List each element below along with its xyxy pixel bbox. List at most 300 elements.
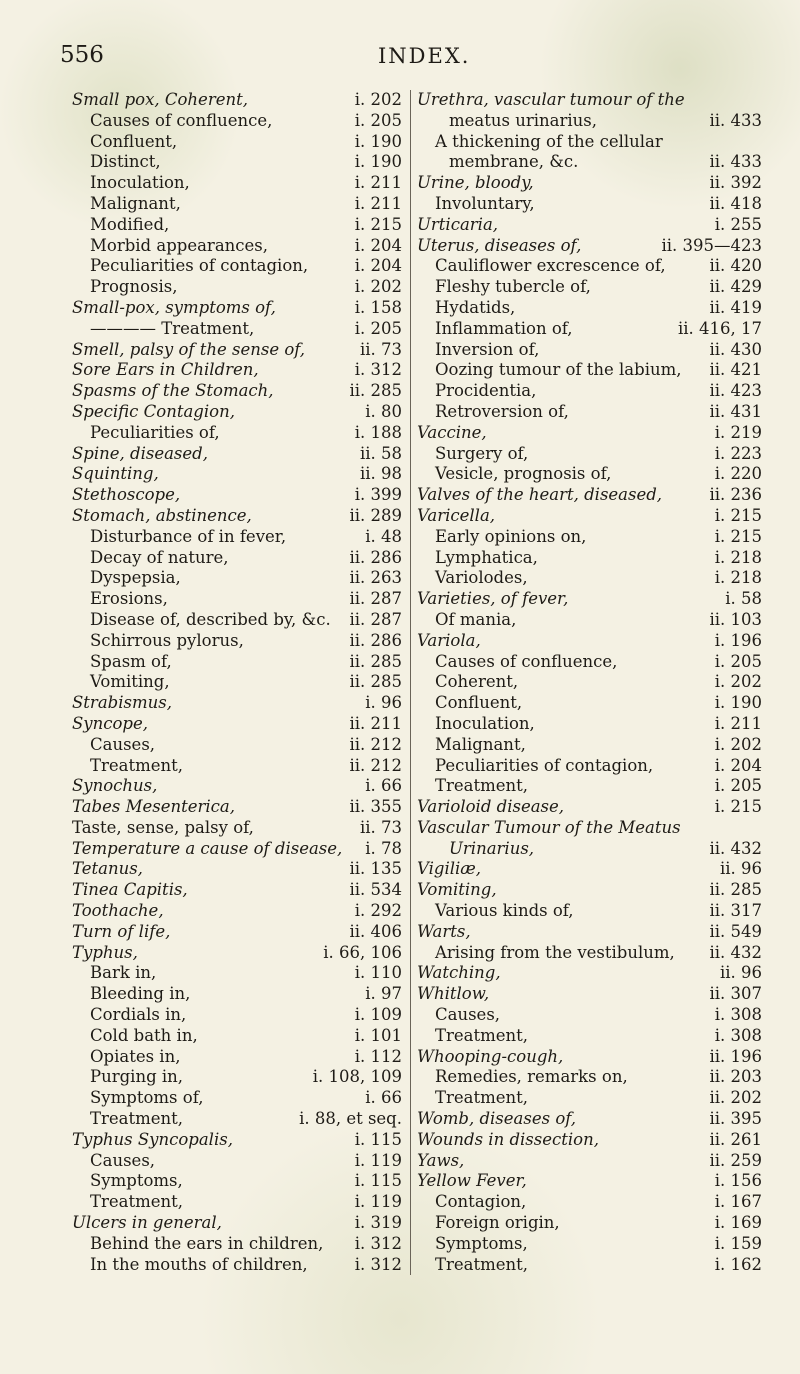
index-entry-term: Treatment, [435,1025,529,1045]
index-entry-ref: ii. 433 [709,110,762,130]
index-entry-term: Decay of nature, [90,547,229,567]
index-entry-term: Urine, bloody, [417,173,534,193]
index-entry [72,256,402,277]
index-entry-ref: i. 215 [714,505,762,525]
index-entry [417,173,762,194]
index-entry-ref: i. 190 [354,131,402,151]
index-entry [417,568,762,589]
index-entry [417,1213,762,1234]
index-entry-ref: ii. 433 [709,152,762,172]
index-entry [72,464,402,485]
index-entry-term: Coherent, [435,672,519,692]
index-entry-term: Causes, [435,1005,501,1025]
index-entry-ref: ii. 285 [349,381,402,401]
index-entry-term: Varioloid disease, [417,797,565,817]
index-entry-ref: ii. 259 [709,1150,762,1170]
index-entry [417,1151,762,1172]
index-entry [72,402,402,423]
index-entry-ref: ii. 317 [709,901,762,921]
index-entry-ref: i. 188 [354,422,402,442]
index-entry [72,589,402,610]
index-entry [417,464,762,485]
index-entry-term: Treatment, [90,755,184,775]
index-entry-ref: ii. 263 [349,568,402,588]
index-entry-ref: i. 204 [354,235,402,255]
index-entry [417,963,762,984]
index-entry [417,1005,762,1026]
index-entry [72,1234,402,1255]
index-entry-term: Synochus, [72,776,158,796]
index-entry-term: Ulcers in general, [72,1213,222,1233]
index-entry-ref: i. 190 [354,152,402,172]
index-entry-term: Urticaria, [417,214,499,234]
index-entry [417,672,762,693]
index-entry-ref: i. 219 [714,422,762,442]
index-entry [417,984,762,1005]
index-entry-term: Taste, sense, palsy of, [72,817,254,837]
left-column [72,90,402,1275]
index-entry [417,360,762,381]
index-entry-ref: i. 215 [714,797,762,817]
index-entry-term: Contagion, [435,1192,527,1212]
index-entry-ref: i. 205 [714,776,762,796]
index-entry-ref: i. 205 [354,110,402,130]
index-entry-term: Treatment, [90,1192,184,1212]
index-entry-term: Valves of the heart, diseased, [417,485,663,505]
index-entry-ref: i. 156 [714,1171,762,1191]
index-entry [417,111,762,132]
index-entry [417,631,762,652]
index-entry-term: Oozing tumour of the labium, [435,360,682,380]
index-entry-term: Spine, diseased, [72,443,208,463]
index-entry [72,132,402,153]
index-entry-term: Treatment, [435,1088,529,1108]
index-entry-ref: i. 162 [714,1254,762,1274]
index-entry [417,298,762,319]
page-number: 556 [60,42,104,68]
index-entry-ref: i. 204 [354,256,402,276]
index-entry-ref: i. 312 [354,1233,402,1253]
index-entry-term: Treatment, [90,1109,184,1129]
index-entry [417,1234,762,1255]
index-entry-term: Toothache, [72,901,164,921]
index-entry-term: Causes of confluence, [435,651,618,671]
index-entry [72,880,402,901]
index-entry [72,610,402,631]
index-entry-ref: ii. 98 [359,464,402,484]
index-entry [72,1088,402,1109]
index-entry-term: Schirrous pylorus, [90,630,244,650]
index-entry-term: membrane, &c. [449,152,579,172]
index-entry-term: Uterus, diseases of, [417,235,582,255]
index-entry-ref: i. 66 [365,1088,402,1108]
index-entry-term: Vesicle, prognosis of, [435,464,612,484]
index-entry-term: Peculiarities of, [90,422,220,442]
index-entry [72,963,402,984]
index-entry [417,215,762,236]
index-entry [417,610,762,631]
index-entry [72,111,402,132]
index-entry [417,548,762,569]
index-entry-ref: ii. 355 [349,797,402,817]
index-entry-ref: ii. 431 [709,401,762,421]
index-entry-ref: ii. 96 [719,963,762,983]
index-entry [72,152,402,173]
index-entry [417,776,762,797]
index-entry-ref: i. 101 [354,1025,402,1045]
index-entry [72,922,402,943]
index-entry-term: Varieties, of fever, [417,589,569,609]
index-entry-ref: i. 112 [354,1046,402,1066]
index-entry-term: Inoculation, [435,713,535,733]
index-entry-ref: i. 319 [354,1213,402,1233]
index-entry-ref: i. 159 [714,1233,762,1253]
index-entry-term: Variolodes, [435,568,528,588]
index-entry-ref: ii. 212 [349,755,402,775]
index-entry-ref: i. 205 [714,651,762,671]
index-entry-ref: ii. 430 [709,339,762,359]
index-entry [72,984,402,1005]
index-entry-ref: i. 211 [354,193,402,213]
index-entry-term: Sore Ears in Children, [72,360,259,380]
index-entry-ref: ii. 406 [349,921,402,941]
index-entry-ref: i. 202 [714,672,762,692]
index-entry-ref: ii. 196 [709,1046,762,1066]
index-entry-term: Typhus, [72,942,138,962]
index-entry-ref: ii. 549 [709,921,762,941]
index-entry-term: Foreign origin, [435,1213,560,1233]
index-entry-term: Tinea Capitis, [72,880,188,900]
index-entry-term: Inversion of, [435,339,540,359]
index-entry-ref: i. 108, 109 [312,1067,402,1087]
index-entry-ref: i. 58 [725,589,762,609]
index-entry [72,194,402,215]
index-entry [72,1130,402,1151]
page-header [60,42,760,72]
index-entry-ref: i. 292 [354,901,402,921]
index-entry-term: Erosions, [90,589,168,609]
index-entry-term: Bleeding in, [90,984,191,1004]
index-entry-ref: i. 312 [354,360,402,380]
index-entry-term: Malignant, [435,734,526,754]
index-entry-term: Spasm of, [90,651,172,671]
index-entry-ref: ii. 286 [349,547,402,567]
index-entry [72,381,402,402]
index-entry-ref: i. 202 [714,734,762,754]
index-entry [417,527,762,548]
index-entry-ref: i. 308 [714,1005,762,1025]
index-entry-term: Modified, [90,214,170,234]
index-entry-ref: ii. 211 [349,713,402,733]
index-entry [72,360,402,381]
index-entry [417,1255,762,1276]
index-entry [72,1255,402,1276]
index-entry [417,340,762,361]
index-entry-term: Variola, [417,630,481,650]
index-entry-term: Varicella, [417,505,496,525]
index-entry [72,90,402,111]
index-entry-term: Peculiarities of contagion, [435,755,654,775]
index-entry-ref: i. 255 [714,214,762,234]
index-entry [72,818,402,839]
index-entry [72,548,402,569]
index-entry [417,1067,762,1088]
index-entry-term: Cold bath in, [90,1025,198,1045]
index-entry-ref: ii. 307 [709,984,762,1004]
index-entry-term: Small-pox, symptoms of, [72,297,276,317]
index-entry [72,485,402,506]
index-entry-ref: i. 66, 106 [323,942,402,962]
index-entry [417,1088,762,1109]
index-entry-ref: ii. 395—423 [661,235,762,255]
index-entry-term: Peculiarities of contagion, [90,256,309,276]
index-entry [417,236,762,257]
index-entry [72,444,402,465]
index-entry-term: Vaccine, [417,422,487,442]
index-entry [417,693,762,714]
index-entry-term: Urinarius, [449,838,535,858]
index-entry [417,152,762,173]
index-entry-term: Yaws, [417,1150,465,1170]
index-entry [417,922,762,943]
index-entry-term: Causes, [90,1150,156,1170]
index-entry-ref: ii. 420 [709,256,762,276]
index-entry-ref: i. 119 [354,1150,402,1170]
index-entry-term: Bark in, [90,963,157,983]
index-entry-term: Purging in, [90,1067,184,1087]
index-entry-term: Malignant, [90,193,181,213]
index-entry-ref: i. 97 [365,984,402,1004]
index-entry [72,340,402,361]
index-entry-term: ———— Treatment, [90,318,255,338]
index-entry [72,423,402,444]
index-entry [417,1192,762,1213]
index-entry-ref: i. 78 [365,838,402,858]
index-entry-ref: i. 196 [714,630,762,650]
index-entry-ref: ii. 212 [349,734,402,754]
index-entry-ref: i. 48 [365,526,402,546]
index-entry-ref: i. 215 [714,526,762,546]
index-entry [72,319,402,340]
index-entry-term: Inoculation, [90,173,190,193]
index-entry-ref: i. 220 [714,464,762,484]
index-entry-ref: ii. 285 [349,672,402,692]
index-entry-term: Watching, [417,963,501,983]
index-entry-term: In the mouths of children, [90,1254,308,1274]
index-entry-term: Lymphatica, [435,547,538,567]
right-column [410,90,762,1275]
index-entry-term: Whooping-cough, [417,1046,564,1066]
index-entry-ref: ii. 58 [359,443,402,463]
index-entry [417,444,762,465]
index-entry [417,1047,762,1068]
index-entry-term: Womb, diseases of, [417,1109,577,1129]
index-entry-term: Yellow Fever, [417,1171,527,1191]
index-entry-term: Strabismus, [72,693,172,713]
index-entry-term: Stomach, abstinence, [72,505,252,525]
index-entry-ref: ii. 289 [349,505,402,525]
index-entry [417,859,762,880]
index-entry-term: Remedies, remarks on, [435,1067,628,1087]
index-entry-term: Of mania, [435,609,517,629]
index-entry-ref: i. 218 [714,547,762,567]
index-entry [72,652,402,673]
index-entry [72,797,402,818]
index-entry [72,1171,402,1192]
index-entry [72,859,402,880]
index-entry-term: Wounds in dissection, [417,1129,599,1149]
index-entry-ref: i. 96 [365,693,402,713]
index-entry-term: Symptoms, [435,1233,528,1253]
index-entry [417,901,762,922]
index-entry-ref: ii. 287 [349,589,402,609]
index-entry [417,1109,762,1130]
index-entry [72,298,402,319]
index-entry-ref: ii. 416, 17 [677,318,762,338]
index-entry-term: Causes of confluence, [90,110,273,130]
index-entry [417,735,762,756]
index-entry-term: Cauliflower excrescence of, [435,256,666,276]
index-entry [72,568,402,589]
index-entry [72,215,402,236]
index-entry [72,693,402,714]
index-entry-ref: i. 115 [354,1129,402,1149]
index-entry-term: Tetanus, [72,859,143,879]
index-entry [417,818,762,839]
index-entry-ref: ii. 103 [709,609,762,629]
index-entry [72,672,402,693]
index-entry-ref: i. 66 [365,776,402,796]
index-entry-ref: i. 110 [354,963,402,983]
index-entry-ref: i. 204 [714,755,762,775]
index-entry [417,880,762,901]
index-entry-term: Surgery of, [435,443,529,463]
index-entry-term: Symptoms of, [90,1088,204,1108]
index-entry-term: Spasms of the Stomach, [72,381,274,401]
index-entry [72,735,402,756]
index-entry-ref: i. 88, et seq. [299,1109,402,1129]
index-entry-term: Various kinds of, [435,901,574,921]
index-entry [417,714,762,735]
index-entry-term: Smell, palsy of the sense of, [72,339,306,359]
index-entry-ref: ii. 285 [349,651,402,671]
index-entry [72,1192,402,1213]
index-entry [72,631,402,652]
index-entry-ref: i. 218 [714,568,762,588]
index-entry-ref: ii. 236 [709,485,762,505]
index-entry-ref: i. 223 [714,443,762,463]
index-entry-ref: ii. 135 [349,859,402,879]
index-entry [417,90,762,111]
index-entry-ref: ii. 73 [359,817,402,837]
index-entry [72,943,402,964]
index-entry-term: Dyspepsia, [90,568,181,588]
index-entry-ref: ii. 534 [349,880,402,900]
index-entry-term: Prognosis, [90,277,178,297]
index-entry-ref: i. 399 [354,485,402,505]
index-entry [72,277,402,298]
index-entry [72,714,402,735]
index-entry [72,901,402,922]
index-entry [417,1130,762,1151]
index-entry-ref: ii. 423 [709,381,762,401]
index-entry-ref: i. 211 [714,713,762,733]
index-entry-term: Tabes Mesenterica, [72,797,236,817]
index-entry-term: Specific Contagion, [72,401,235,421]
index-entry [72,236,402,257]
index-entry [72,1151,402,1172]
index-entry [417,319,762,340]
index-entry-ref: ii. 286 [349,630,402,650]
index-entry-term: Symptoms, [90,1171,183,1191]
index-entry-ref: ii. 418 [709,193,762,213]
index-entry-ref: i. 115 [354,1171,402,1191]
index-entry-ref: i. 215 [354,214,402,234]
index-entry [417,839,762,860]
index-entry-term: Behind the ears in children, [90,1233,324,1253]
index-entry-term: Hydatids, [435,297,516,317]
index-entry-ref: i. 167 [714,1192,762,1212]
index-entry [417,756,762,777]
index-entry [417,402,762,423]
index-entry-ref: i. 211 [354,173,402,193]
index-entry-ref: ii. 96 [719,859,762,879]
running-head: INDEX. [378,44,471,68]
index-entry [417,256,762,277]
index-entry-ref: ii. 203 [709,1067,762,1087]
index-entry [72,173,402,194]
index-entry-term: Vomiting, [417,880,497,900]
index-entry-term: Early opinions on, [435,526,587,546]
index-entry [417,194,762,215]
index-entry-ref: i. 190 [714,693,762,713]
index-entry-ref: i. 312 [354,1254,402,1274]
index-entry-term: Inflammation of, [435,318,573,338]
index-entry-term: Disturbance of in fever, [90,526,287,546]
index-entry-ref: ii. 432 [709,942,762,962]
index-entry [417,506,762,527]
index-entry-term: Confluent, [435,693,523,713]
index-entry-term: Distinct, [90,152,161,172]
index-entry-term: Vigiliæ, [417,859,482,879]
index-entry [417,485,762,506]
index-entry [72,1047,402,1068]
index-entry-ref: i. 308 [714,1025,762,1045]
index-entry-term: Small pox, Coherent, [72,90,248,109]
index-entry-ref: i. 205 [354,318,402,338]
index-entry-term: Opiates in, [90,1046,181,1066]
index-entry-ref: ii. 202 [709,1088,762,1108]
index-entry [417,1026,762,1047]
index-entry-term: Treatment, [435,776,529,796]
index-entry-term: Retroversion of, [435,401,569,421]
index-entry [72,839,402,860]
index-entry-term: Vascular Tumour of the Meatus [417,817,681,837]
index-entry-ref: ii. 429 [709,277,762,297]
index-entry-term: Syncope, [72,713,148,733]
index-entry [72,1213,402,1234]
index-entry-term: Vomiting, [90,672,170,692]
index-entry-ref: ii. 287 [349,609,402,629]
index-entry-term: Involuntary, [435,193,535,213]
index-entry [72,1005,402,1026]
index-entry [417,132,762,153]
index-entry-ref: i. 202 [354,90,402,109]
index-entry [417,943,762,964]
index-entry-ref: i. 109 [354,1005,402,1025]
index-entry-term: Typhus Syncopalis, [72,1129,233,1149]
index-entry-ref: ii. 261 [709,1129,762,1149]
